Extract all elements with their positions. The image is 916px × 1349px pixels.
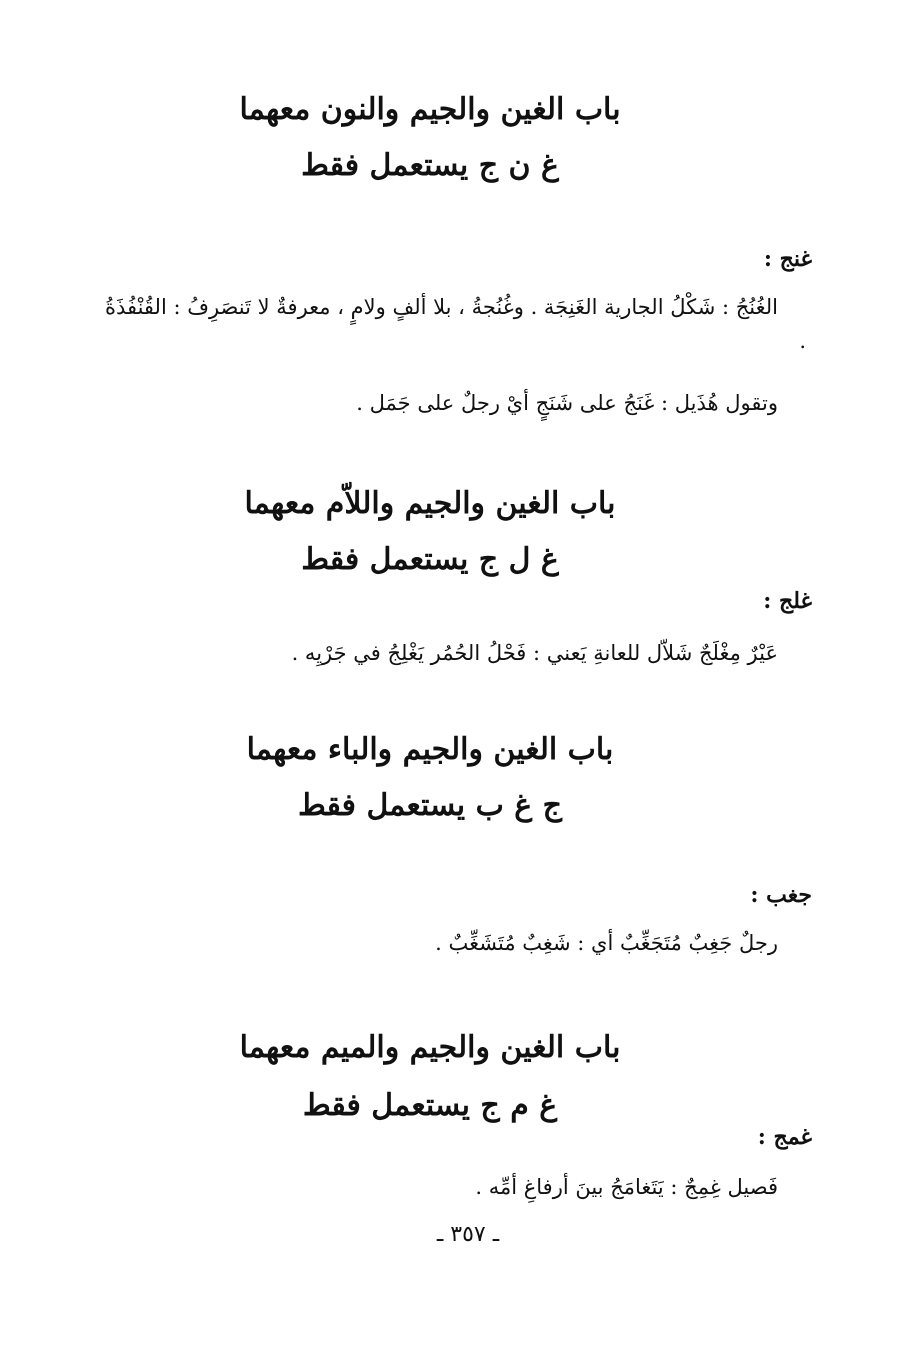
entry-paragraph: عَيْرٌ مِغْلَجٌ شَلاّل للعانةِ يَعني : فَحْلُ الحُمُر يَغْلِجُ في جَرْيِه . [291, 641, 778, 665]
entry-paragraph: فَصيل غِمِجٌ : يَتَغامَجُ بينَ أرفاغِ أمِّه . [475, 1175, 778, 1199]
entry-paragraph: رجلٌ جَغِبٌ مُتَجَغِّبٌ أي : شَغِبٌ مُتَشَغِّبٌ . [435, 931, 778, 955]
section-title: باب الغين والجيم واللاّم معهما [244, 486, 616, 521]
entry-headword: غلج : [763, 588, 812, 614]
section-title: باب الغين والجيم والباء معهما [246, 732, 614, 767]
entry-headword: غمج : [757, 1124, 812, 1150]
entry-paragraph: الغُنُجُ : شَكْلُ الجارية الغَنِجَة . وغُنُجةُ ، بلا ألفٍ ولامٍ ، معرفةٌ لا تَنصَرِفُ : القُنْفُذَةُ . [104, 295, 806, 353]
section-subtitle: غ م ج يستعمل فقط [302, 1088, 558, 1123]
section-subtitle: غ ل ج يستعمل فقط [301, 542, 559, 577]
section-title: باب الغين والجيم والميم معهما [239, 1030, 621, 1065]
section-subtitle: ج غ ب يستعمل فقط [298, 788, 562, 823]
section-title: باب الغين والجيم والنون معهما [239, 92, 621, 127]
entry-headword: غنج : [763, 246, 812, 272]
entry-paragraph: وتقول هُذَيل : غَنَجُ على شَنَجٍ أيْ رجلٌ على جَمَل . [356, 391, 778, 415]
entry-headword: جغب : [750, 882, 812, 908]
section-subtitle: غ ن ج يستعمل فقط [301, 148, 559, 183]
page-number: ـ ٣٥٧ ـ [436, 1222, 500, 1247]
